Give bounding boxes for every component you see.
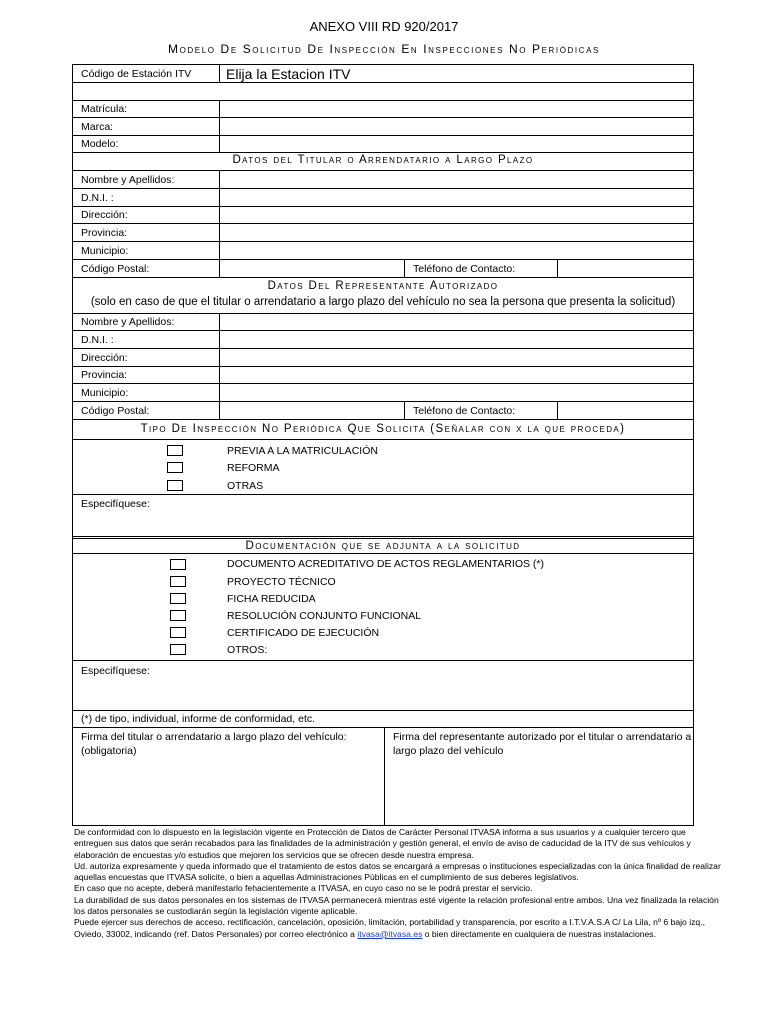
privacy-rights-text: Puede ejercer sus derechos de acceso, rectificación, cancelación, oposición, limitación, portabilidad y transparencia, por escrito a I.T.V.A.S.A C/ La Lila, nº 6 bajo izq., Oviedo, 33002, indicando (ref. Datos Personales) por correo electrónico a xyxy=(74,917,705,939)
modelo-label: Modelo: xyxy=(81,138,119,150)
doc-checkbox-resolucion[interactable] xyxy=(170,610,186,621)
titular-provincia-label: Provincia: xyxy=(81,226,128,239)
rep-provincia-field[interactable] xyxy=(219,367,693,383)
tipo-section-header xyxy=(73,420,693,440)
titular-dni-label: D.N.I. : xyxy=(81,191,114,204)
doc-checkbox-acreditativo[interactable] xyxy=(170,559,186,570)
rep-nombre-row xyxy=(73,314,693,331)
tipo-checkbox-reforma[interactable] xyxy=(167,462,183,473)
marca-label: Marca: xyxy=(81,120,114,133)
station-row xyxy=(73,65,693,83)
titular-municipio-row xyxy=(73,242,693,260)
titular-dni-field[interactable] xyxy=(219,189,693,206)
modelo-row xyxy=(73,136,693,153)
tipo-especifiquese-label: Especifíquese: xyxy=(81,498,150,510)
rep-nombre-field[interactable] xyxy=(219,314,693,330)
tipo-options-block xyxy=(73,440,693,495)
email-link[interactable]: itvasa@itvasa.es xyxy=(357,928,423,939)
doc-especifiquese-label: Especifíquese: xyxy=(81,665,150,677)
blank-row xyxy=(73,83,693,101)
rep-telefono-field[interactable] xyxy=(557,402,693,419)
rep-municipio-label: Municipio: xyxy=(81,386,129,399)
doc-checkbox-ficha[interactable] xyxy=(170,593,186,604)
rep-cp-row xyxy=(73,402,693,420)
marca-row xyxy=(73,118,693,136)
titular-section-header xyxy=(73,153,693,171)
titular-provincia-field[interactable] xyxy=(219,224,693,241)
firma-representante-label: Firma del representante autorizado por el titular o arrendatario a largo plazo del vehículo xyxy=(393,731,692,757)
tipo-especifiquese-block[interactable] xyxy=(73,495,693,537)
titular-direccion-field[interactable] xyxy=(219,207,693,223)
titular-municipio-field[interactable] xyxy=(219,242,693,259)
titular-direccion-label: Dirección: xyxy=(81,209,128,221)
titular-nombre-label: Nombre y Apellidos: xyxy=(81,173,175,186)
matricula-field[interactable] xyxy=(219,101,693,117)
doc-footnote-row xyxy=(73,711,693,728)
rep-nombre-label: Nombre y Apellidos: xyxy=(81,316,175,328)
doc-section-title: Documentación que se adjunta a la solicitud xyxy=(245,540,521,552)
matricula-label: Matrícula: xyxy=(81,103,128,115)
titular-nombre-row xyxy=(73,171,693,189)
rep-dni-row xyxy=(73,331,693,349)
doc-option-ficha: FICHA REDUCIDA xyxy=(227,593,316,605)
marca-field[interactable] xyxy=(219,118,693,135)
doc-options-block xyxy=(73,554,693,661)
representante-section-note: (solo en caso de que el titular o arrendatario a largo plazo del vehículo no sea la persona que presenta la solicitud) xyxy=(90,296,676,308)
doc-section-header xyxy=(73,539,693,554)
rep-cp-label: Código Postal: xyxy=(81,404,150,417)
rep-provincia-row xyxy=(73,367,693,384)
tipo-option-reforma: REFORMA xyxy=(227,462,280,474)
firma-representante-box[interactable] xyxy=(384,728,693,825)
tipo-option-previa: PREVIA A LA MATRICULACIÓN xyxy=(227,445,378,457)
representante-section-header xyxy=(73,278,693,314)
privacy-paragraph: Ud. autoriza expresamente y queda informado que el tratamiento de estos datos se encargará a empresas o instituciones especializadas con la única finalidad de realizar aquellas encuestas que ITVASA solicite, o bien a aquellas Administraciones Públicas en el cumplimiento de sus deberes legislativos. xyxy=(74,860,721,883)
privacy-paragraph: De conformidad con lo dispuesto en la legislación vigente en Protección de Datos de Carácter Personal ITVASA informa a sus usuarios y a cualquier tercero que entreguen sus datos que serán recabados para las finalidades de la administración y gestión general, el envío de aviso de caducidad de la ITV de sus vehículos y elaboración de encuestas y/o estudios que mejoren los servicios que se ofrecen desde nuestra empresa. xyxy=(74,827,691,860)
doc-option-proyecto: PROYECTO TÉCNICO xyxy=(227,576,336,588)
titular-provincia-row xyxy=(73,224,693,242)
privacy-paragraph: En caso que no acepte, deberá manifestarlo fehacientemente a ITVASA, en cuyo caso no se le podrá prestar el servicio. xyxy=(74,883,533,894)
titular-section-title: Datos del Titular o Arrendatario a Largo Plazo xyxy=(232,154,534,166)
station-select[interactable]: Elija la Estacion ITV xyxy=(219,65,693,82)
doc-footnote: (*) de tipo, individual, informe de conformidad, etc. xyxy=(81,713,316,725)
doc-especifiquese-block[interactable] xyxy=(73,661,693,711)
rep-dni-field[interactable] xyxy=(219,331,693,348)
titular-dni-row xyxy=(73,189,693,207)
rep-direccion-row xyxy=(73,349,693,367)
rep-telefono-label: Teléfono de Contacto: xyxy=(404,402,557,419)
tipo-checkbox-otras[interactable] xyxy=(167,480,183,491)
rep-cp-field[interactable] xyxy=(219,402,404,419)
doc-checkbox-proyecto[interactable] xyxy=(170,576,186,587)
titular-cp-field[interactable] xyxy=(219,260,404,277)
doc-checkbox-otros[interactable] xyxy=(170,644,186,655)
privacy-paragraph-rights xyxy=(74,917,726,940)
titular-direccion-row xyxy=(73,207,693,224)
representante-section-title: Datos Del Representante Autorizado xyxy=(267,280,499,292)
page-subtitle: Modelo De Solicitud De Inspección En Inspecciones No Periódicas xyxy=(168,42,600,56)
rep-municipio-field[interactable] xyxy=(219,384,693,401)
firma-titular-box[interactable] xyxy=(73,728,384,825)
rep-municipio-row xyxy=(73,384,693,402)
station-label: Código de Estación ITV xyxy=(81,67,192,80)
tipo-checkbox-previa[interactable] xyxy=(167,445,183,456)
doc-checkbox-certificado[interactable] xyxy=(170,627,186,638)
page-title: ANEXO VIII RD 920/2017 xyxy=(309,19,459,34)
rep-provincia-label: Provincia: xyxy=(81,369,128,381)
doc-option-resolucion: RESOLUCIÓN CONJUNTO FUNCIONAL xyxy=(227,610,422,622)
inspection-request-form xyxy=(72,64,694,826)
firma-titular-label: Firma del titular o arrendatario a largo plazo del vehículo: (obligatoria) xyxy=(81,731,347,757)
doc-option-acreditativo: DOCUMENTO ACREDITATIVO DE ACTOS REGLAMENTARIOS (*) xyxy=(227,558,544,570)
titular-nombre-field[interactable] xyxy=(219,171,693,188)
titular-telefono-field[interactable] xyxy=(557,260,693,277)
privacy-notice xyxy=(74,827,726,940)
doc-option-otros: OTROS: xyxy=(227,644,268,656)
tipo-section-title: Tipo De Inspección No Periódica Que Solicita (Señalar con x la que proceda) xyxy=(140,423,626,435)
titular-cp-label: Código Postal: xyxy=(81,262,150,275)
titular-cp-row xyxy=(73,260,693,278)
privacy-paragraph: La durabilidad de sus datos personales en los sistemas de ITVASA permanecerá mientras esté vigente la relación profesional entre ambos. Una vez finalizada la relación los datos personales se custodiarán según la legislación vigente aplicable. xyxy=(74,894,719,917)
modelo-field[interactable] xyxy=(219,136,693,152)
titular-municipio-label: Municipio: xyxy=(81,244,129,257)
matricula-row xyxy=(73,101,693,118)
tipo-option-otras: OTRAS xyxy=(227,480,264,492)
titular-telefono-label: Teléfono de Contacto: xyxy=(404,260,557,277)
privacy-rights-end: o bien directamente en cualquiera de nuestras instalaciones. xyxy=(422,928,656,939)
rep-direccion-field[interactable] xyxy=(219,349,693,366)
doc-option-certificado: CERTIFICADO DE EJECUCIÓN xyxy=(227,627,380,639)
rep-direccion-label: Dirección: xyxy=(81,351,128,364)
rep-dni-label: D.N.I. : xyxy=(81,333,114,346)
